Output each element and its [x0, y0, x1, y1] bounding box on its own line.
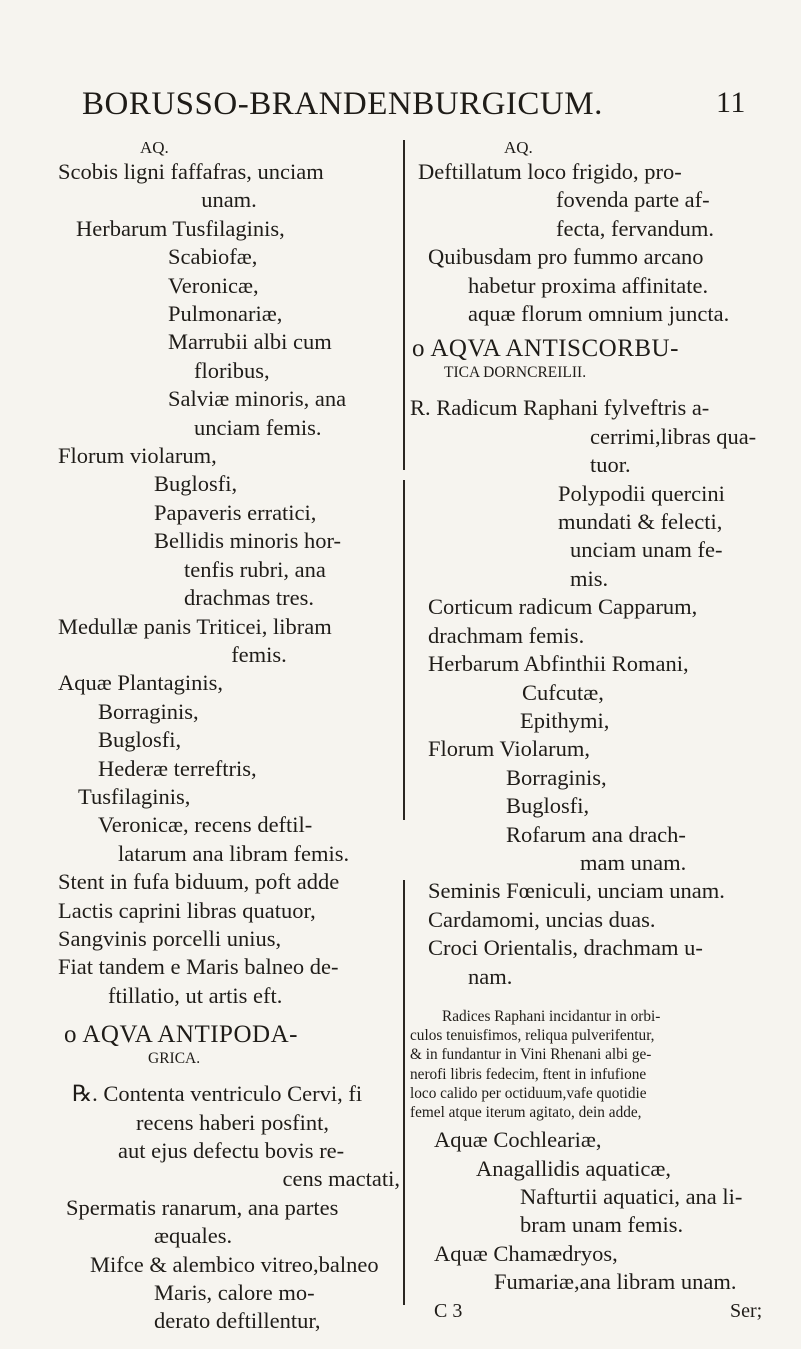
text-line: Herbarum Tusfilaginis, [76, 215, 285, 241]
note-line: loco calido per octiduum,vafe quotidie [410, 1084, 647, 1102]
left-column [58, 138, 400, 1336]
text-line: drachmas tres. [184, 585, 314, 611]
text-line: Rofarum ana drach- [506, 821, 686, 847]
text-line: Fiat tandem e Maris balneo de- [58, 954, 339, 980]
text-line: Corticum radicum Capparum, [428, 594, 698, 620]
text-line: Aquæ Chamædryos, [434, 1240, 618, 1266]
text-line: Seminis Fœniculi, unciam unam. [428, 878, 725, 904]
text-line: Hederæ terreftris, [98, 755, 257, 781]
text-line: Quibusdam pro fummo arcano [428, 244, 704, 270]
text-line: Veronicæ, [168, 272, 259, 298]
text-line: Sangvinis porcelli unius, [58, 925, 282, 951]
text-line: Fumariæ,ana libram unam. [494, 1269, 737, 1295]
text-line: cerrimi,libras qua- [590, 423, 757, 449]
text-line: mis. [570, 565, 609, 591]
text-line: Tusfilaginis, [78, 783, 191, 809]
text-line: Anagallidis aquaticæ, [476, 1155, 671, 1181]
column-rule [403, 140, 405, 470]
text-line: Veronicæ, recens deftil- [98, 812, 313, 838]
text-line: Aquæ Plantaginis, [58, 670, 224, 696]
text-line: Florum Violarum, [428, 736, 590, 762]
text-line: drachmam femis. [428, 622, 585, 648]
section-heading: TICA DORNCREILII. [444, 364, 587, 382]
text-line: tuor. [590, 452, 631, 478]
text-line: Herbarum Abfinthii Romani, [428, 651, 689, 677]
column-rule [403, 480, 405, 820]
text-line: Papaveris erratici, [154, 499, 317, 525]
page-number: 11 [716, 86, 746, 119]
text-line: Scabiofæ, [168, 244, 258, 270]
right-running-head: AQ. [504, 138, 533, 157]
text-line: Cardamomi, uncias duas. [428, 906, 656, 932]
text-line: derato deftillentur, [154, 1308, 321, 1334]
page-header [82, 86, 746, 123]
text-line: fecta, fervandum. [556, 215, 715, 241]
section-heading: o AQVA ANTIPODA- [64, 1021, 298, 1049]
left-running-head: AQ. [140, 138, 169, 157]
text-line: mam unam. [580, 849, 687, 875]
text-line: Borraginis, [506, 764, 607, 790]
text-line: unciam femis. [194, 414, 322, 440]
text-line: mundati & felecti, [558, 509, 723, 535]
right-column [410, 138, 775, 1321]
text-line: Borraginis, [98, 698, 199, 724]
text-line: Cufcutæ, [522, 679, 604, 705]
text-line: R. Radicum Raphani fylveftris a- [410, 395, 710, 421]
text-line: latarum ana libram femis. [118, 840, 350, 866]
text-line: Deftillatum loco frigido, pro- [418, 159, 682, 184]
text-line: Salviæ minoris, ana [168, 386, 347, 412]
text-line: Maris, calore mo- [154, 1280, 315, 1306]
text-line: recens haberi posfint, [136, 1109, 330, 1135]
text-line: bram unam femis. [520, 1212, 684, 1238]
text-line: Florum violarum, [58, 443, 217, 469]
section-heading: GRICA. [148, 1050, 201, 1068]
text-line: æquales. [154, 1223, 233, 1249]
text-line: fovenda parte af- [556, 187, 710, 213]
catchword: Ser; [730, 1299, 763, 1322]
text-line: ℞. Contenta ventriculo Cervi, fi [72, 1081, 363, 1107]
section-heading: o AQVA ANTISCORBU- [412, 335, 679, 363]
text-line: floribus, [194, 357, 270, 383]
text-line: ftillatio, ut artis eft. [108, 982, 283, 1008]
running-title: BORUSSO-BRANDENBURGICUM. [82, 86, 603, 122]
text-line: Scobis ligni faffafras, unciam [58, 159, 324, 184]
text-line: Lactis caprini libras quatuor, [58, 897, 316, 923]
text-line: aut ejus defectu bovis re- [118, 1138, 345, 1163]
text-line: Nafturtii aquatici, ana li- [520, 1184, 743, 1209]
text-line: Medullæ panis Triticei, libram [58, 613, 332, 639]
text-line: Stent in fufa biduum, poft adde [58, 869, 340, 895]
note-line: Radices Raphani incidantur in orbi- [442, 1007, 661, 1025]
text-line: aquæ florum omnium juncta. [468, 301, 730, 327]
note-line: femel atque iterum agitato, dein adde, [410, 1103, 642, 1121]
text-line: habetur proxima affinitate. [468, 272, 709, 298]
text-line: unam. [201, 187, 257, 213]
text-line: Bellidis minoris hor- [154, 528, 342, 554]
note-line: & in fundantur in Vini Rhenani albi ge- [410, 1046, 652, 1064]
text-line: nam. [468, 963, 513, 989]
text-line: Epithymi, [520, 707, 610, 733]
text-line: unciam unam fe- [570, 537, 723, 563]
text-line: Spermatis ranarum, ana partes [66, 1194, 339, 1220]
text-line: Marrubii albi cum [168, 329, 332, 355]
signature-mark: C 3 [434, 1299, 463, 1322]
text-line: Polypodii quercini [558, 480, 725, 506]
text-line: Croci Orientalis, drachmam u- [428, 935, 703, 961]
note-line: nerofi libris fedecim, ftent in infufione [410, 1065, 647, 1083]
text-line: tenfis rubri, ana [184, 556, 326, 582]
signature-line [410, 1297, 775, 1321]
text-line: cens mactati, [282, 1166, 400, 1192]
text-line: Pulmonariæ, [168, 301, 283, 327]
text-line: Mifce & alembico vitreo,balneo [90, 1251, 379, 1277]
text-line: femis. [231, 641, 287, 667]
text-line: Buglosfi, [154, 471, 238, 497]
text-line: Aquæ Cochleariæ, [434, 1127, 602, 1153]
text-line: Buglosfi, [98, 727, 182, 753]
note-line: culos tenuisfimos, reliqua pulverifentur, [410, 1027, 655, 1045]
text-line: Buglosfi, [506, 793, 590, 819]
column-rule [403, 880, 405, 1305]
